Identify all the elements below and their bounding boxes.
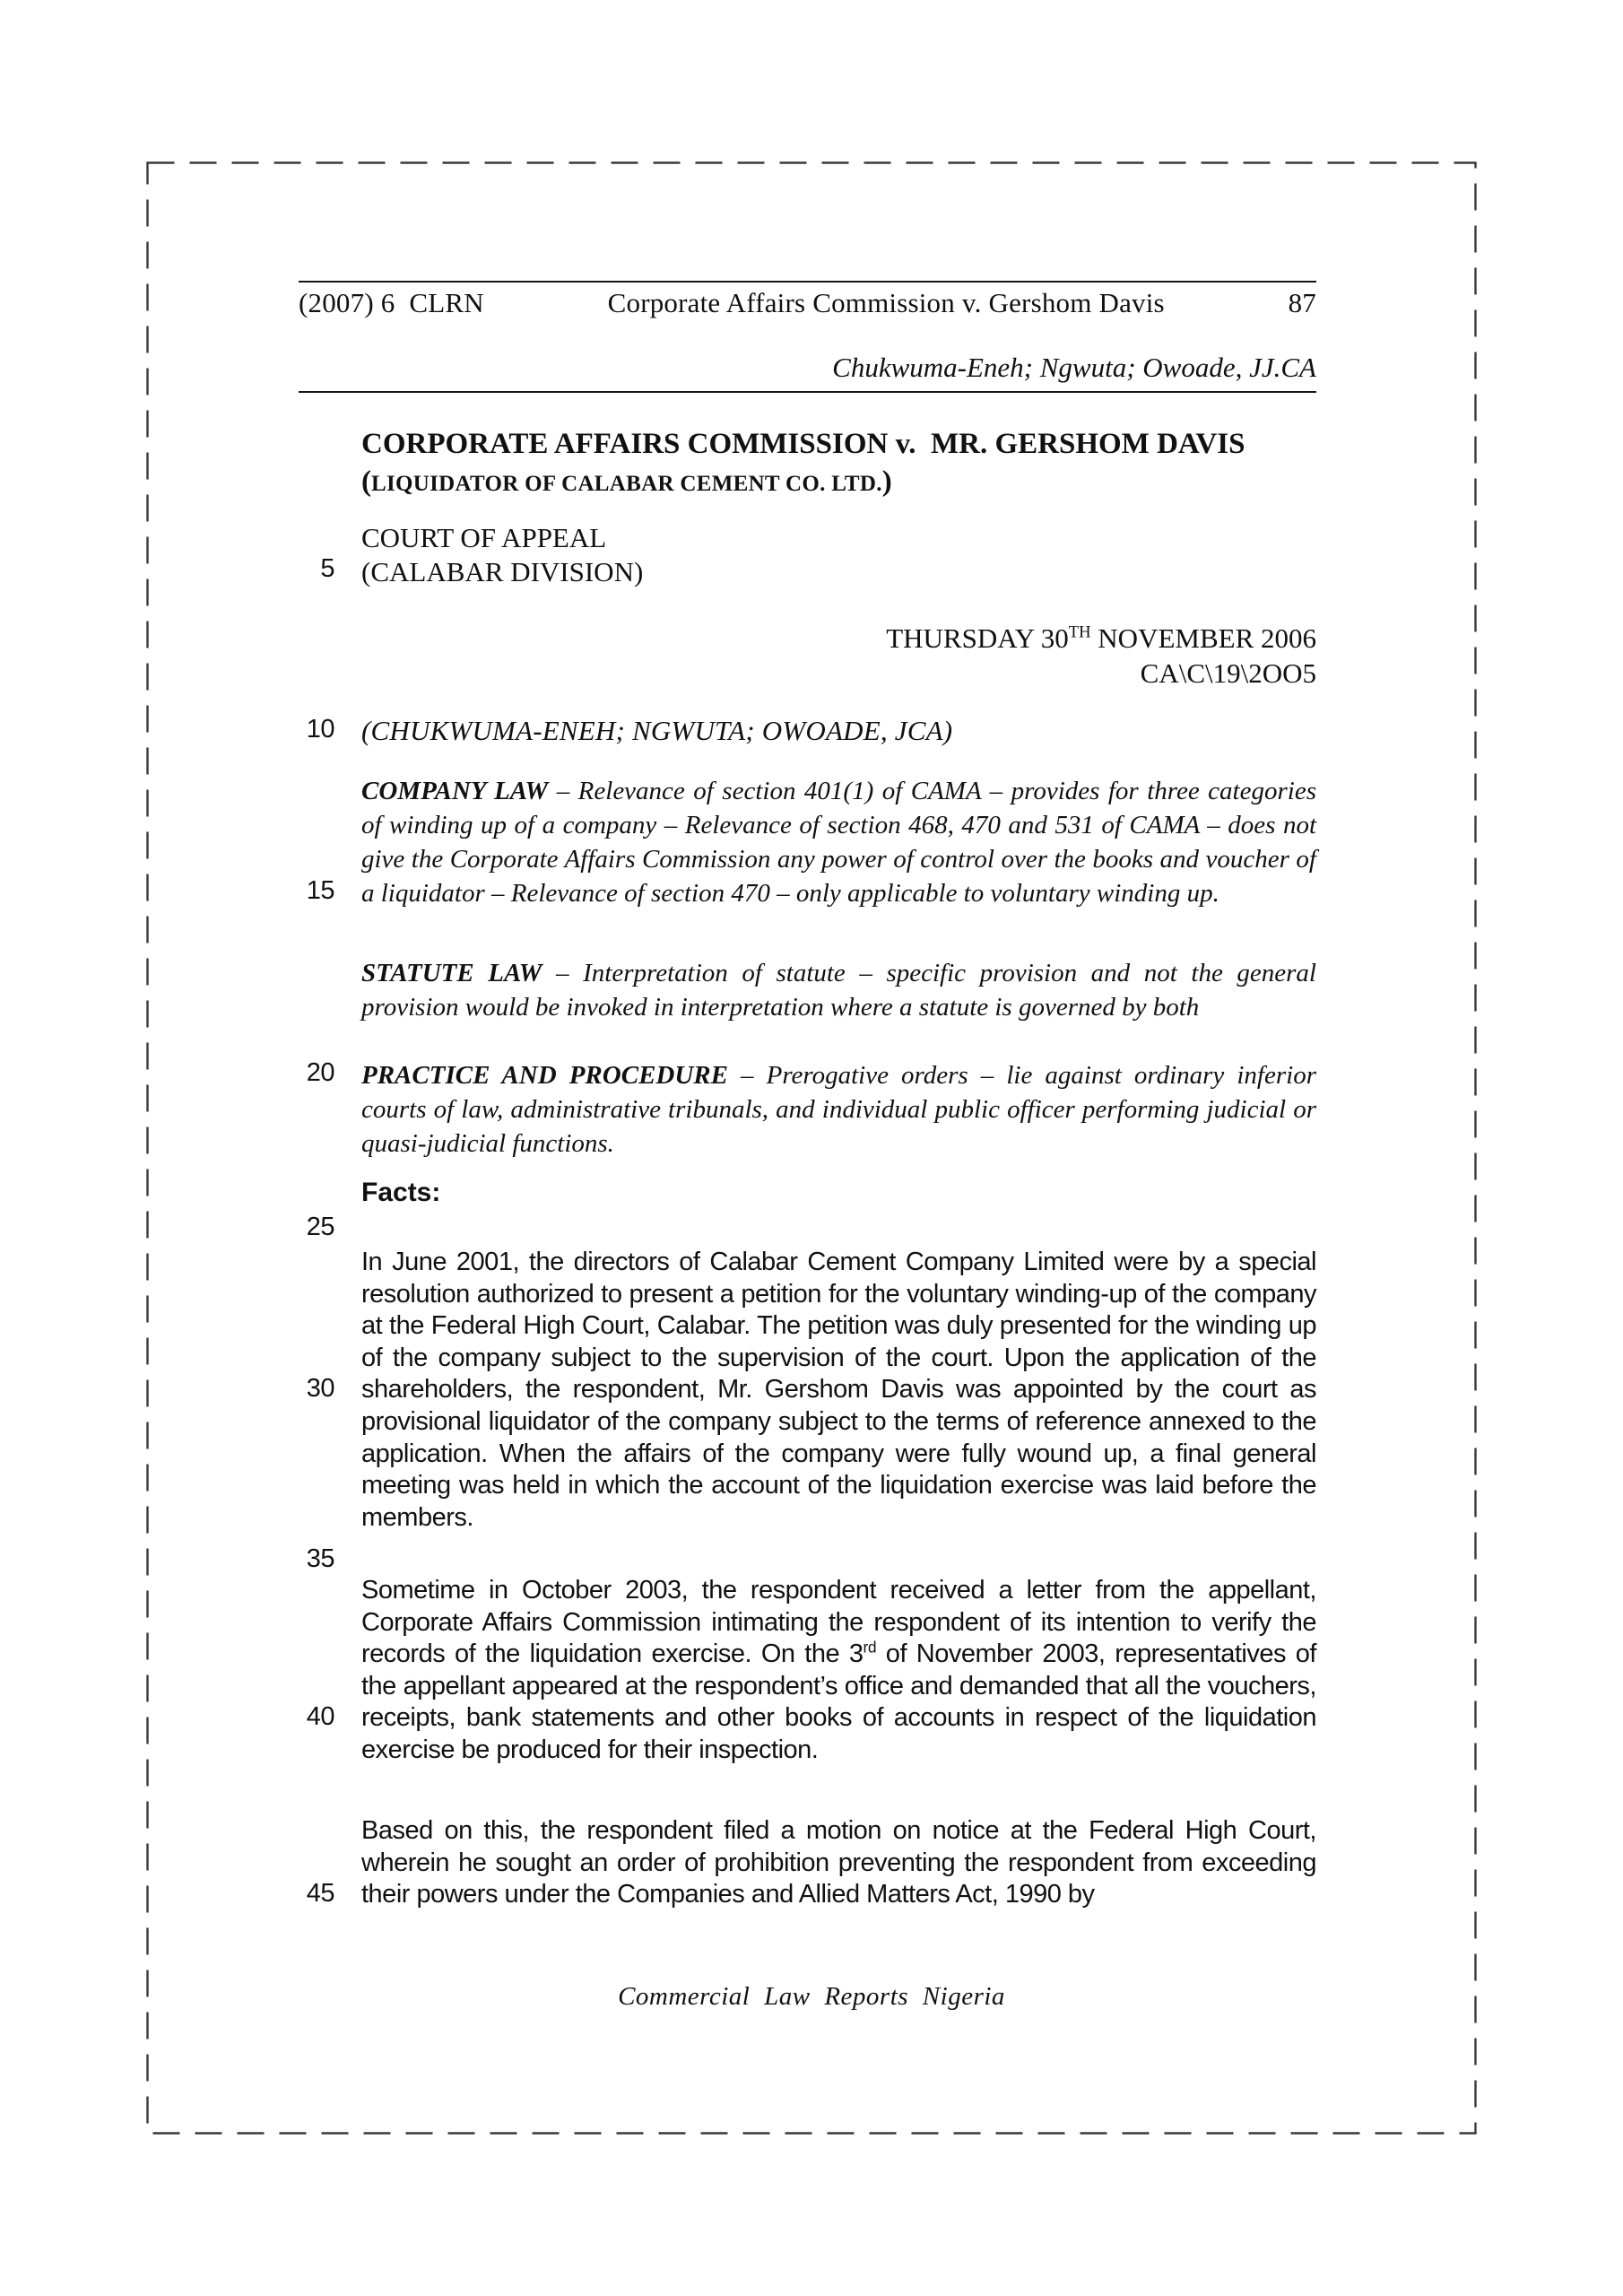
hearing-block <box>361 621 1316 691</box>
court-division: (CALABAR DIVISION) <box>361 556 644 587</box>
page-number: 87 <box>1288 287 1316 318</box>
facts-paragraph-2: Sometime in October 2003, the respondent received a letter from the appellant, Corporate Affairs Commission intimating the respondent of its intention to verify the records of the liquidation exercise. On the 3rd of November 2003, representatives of the appellant appeared at the respondent’s office and demanded that all the vouchers, receipts, bank statements and other books of accounts in respect of the liquidation exercise be produced for their inspection. <box>361 1576 1316 1764</box>
coram-line: (CHUKWUMA-ENEH; NGWUTA; OWOADE, JCA) <box>361 715 953 746</box>
header-rule-top <box>299 281 1316 283</box>
report-citation: (2007) 6 CLRN <box>299 287 484 318</box>
court-block <box>361 521 643 589</box>
line-number: 10 <box>306 715 334 744</box>
line-number: 15 <box>306 876 334 905</box>
catchword-text: – Prerogative orders – lie against ordinary inferior courts of law, administrative tribunals, and individual public officer performing judicial or quasi-judicial functions. <box>361 1061 1316 1158</box>
case-title-parenthetical: LIQUIDATOR OF CALABAR CEMENT CO. LTD. <box>371 472 882 496</box>
case-title <box>361 425 1317 503</box>
facts-heading: Facts: <box>361 1178 441 1207</box>
line-number: 5 <box>320 554 334 583</box>
catchword-heading: STATUTE LAW <box>361 959 542 987</box>
catchword-text: – Interpretation of statute – specific provision and not the general provision would be invoked in interpretation where a statute is governed by both <box>361 959 1316 1022</box>
line-number: 20 <box>306 1058 334 1087</box>
facts-paragraph-1: In June 2001, the directors of Calabar Cement Company Limited were by a special resolution authorized to present a petition for the voluntary winding-up of the company at the Federal High Court, Calabar. The petition was duly presented for the winding up of the company subject to the supervision of the court. Upon the application of the shareholders, the respondent, Mr. Gershom Davis was appointed by the court as provisional liquidator of the company subject to the terms of reference annexed to the application. When the affairs of the company were fully wound up, a final general meeting was held in which the account of the liquidation exercise was laid before the members. <box>361 1248 1316 1532</box>
header-judges-line: Chukwuma-Eneh; Ngwuta; Owoade, JJ.CA <box>832 352 1316 383</box>
line-number: 25 <box>306 1213 334 1241</box>
catchword-statute-law <box>361 956 1316 1024</box>
catchword-heading: COMPANY LAW <box>361 777 549 805</box>
case-title-close-paren: ) <box>881 465 892 498</box>
hearing-date: THURSDAY 30TH NOVEMBER 2006 <box>886 622 1316 654</box>
catchword-text: – Relevance of section 401(1) of CAMA – provides for three categories of winding up of a company – Relevance of section 468, 470 and 531 of CAMA – does not give the Corporate Affairs Commission any power of control over the books and voucher of a liquidator – Relevance of section 470 – only applicable to voluntary winding up. <box>361 777 1316 908</box>
header-rule-bottom <box>299 391 1316 393</box>
line-number: 45 <box>306 1879 334 1908</box>
court-name: COURT OF APPEAL <box>361 522 607 553</box>
facts-paragraph-3: Based on this, the respondent filed a motion on notice at the Federal High Court, wherein he sought an order of prohibition preventing the respondent from exceeding their powers under the Companies and Allied Matters Act, 1990 by <box>361 1816 1316 1909</box>
footer-imprint: Commercial Law Reports Nigeria <box>618 1982 1005 2011</box>
case-title-main: CORPORATE AFFAIRS COMMISSION v. MR. GERSHOM DAVIS ( <box>361 428 1245 498</box>
running-header <box>299 287 1316 319</box>
suit-number: CA\C\19\2OO5 <box>1140 657 1316 689</box>
catchword-heading: PRACTICE AND PROCEDURE <box>361 1061 728 1090</box>
line-number: 35 <box>306 1544 334 1573</box>
header-case-name: Corporate Affairs Commission v. Gershom Davis <box>607 287 1165 318</box>
catchword-company-law <box>361 774 1316 910</box>
line-number: 30 <box>306 1374 334 1403</box>
line-number: 40 <box>306 1702 334 1731</box>
catchword-practice-procedure <box>361 1058 1316 1161</box>
